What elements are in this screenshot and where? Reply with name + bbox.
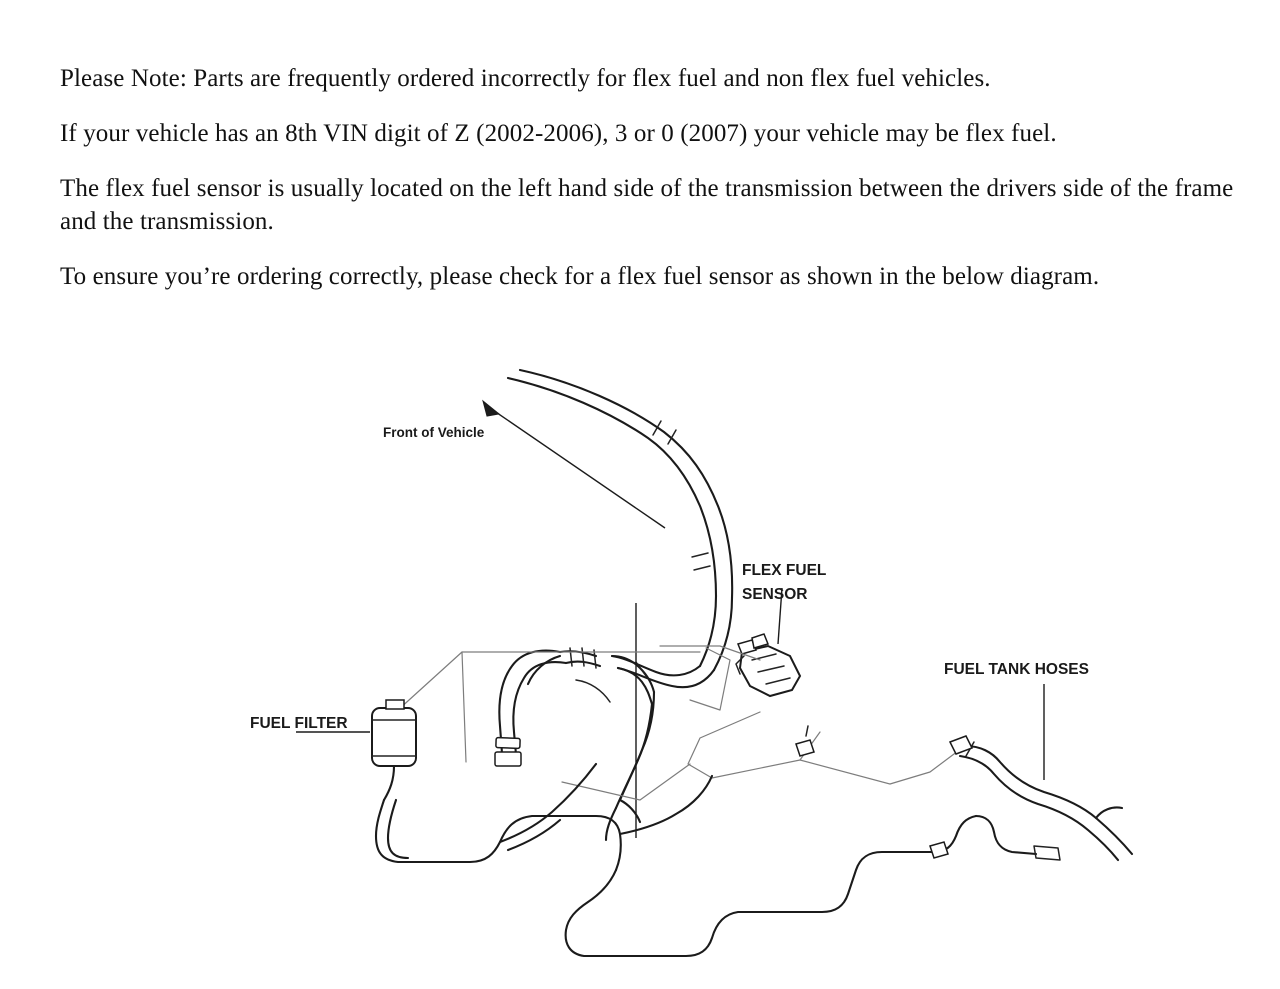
center-hose-cluster — [495, 648, 714, 808]
notes-block — [60, 62, 1270, 293]
hose-couplings — [560, 648, 600, 668]
fuel-tank-hoses-part — [944, 661, 1132, 860]
note-paragraph-1: Please Note: Parts are frequently ordered incorrectly for flex fuel and non flex fuel vehicles. — [60, 65, 991, 92]
label-front-of-vehicle: Front of Vehicle — [383, 425, 485, 440]
front-fuel-lines — [508, 370, 732, 670]
note-paragraph-4: To ensure you’re ordering correctly, please check for a flex fuel sensor as shown in the below diagram. — [60, 263, 1100, 290]
label-flex-fuel-sensor-line2: SENSOR — [742, 586, 808, 603]
front-of-vehicle-arrow — [383, 401, 665, 528]
hose-fittings — [796, 726, 948, 858]
chassis-guide-lines — [398, 646, 962, 800]
fuel-system-diagram — [0, 360, 1280, 980]
label-fuel-tank-hoses: FUEL TANK HOSES — [944, 661, 1089, 678]
label-flex-fuel-sensor-line1: FLEX FUEL — [742, 562, 827, 579]
note-paragraph-3: The flex fuel sensor is usually located on the left hand side of the transmission between the drivers side of the frame and the transmission. — [60, 175, 1234, 235]
lower-fuel-lines — [376, 764, 1060, 956]
fuel-filter-part — [250, 700, 416, 800]
note-paragraph-2: If your vehicle has an 8th VIN digit of Z (2002-2006), 3 or 0 (2007) your vehicle may be flex fuel. — [60, 120, 1057, 147]
label-fuel-filter: FUEL FILTER — [250, 715, 348, 732]
